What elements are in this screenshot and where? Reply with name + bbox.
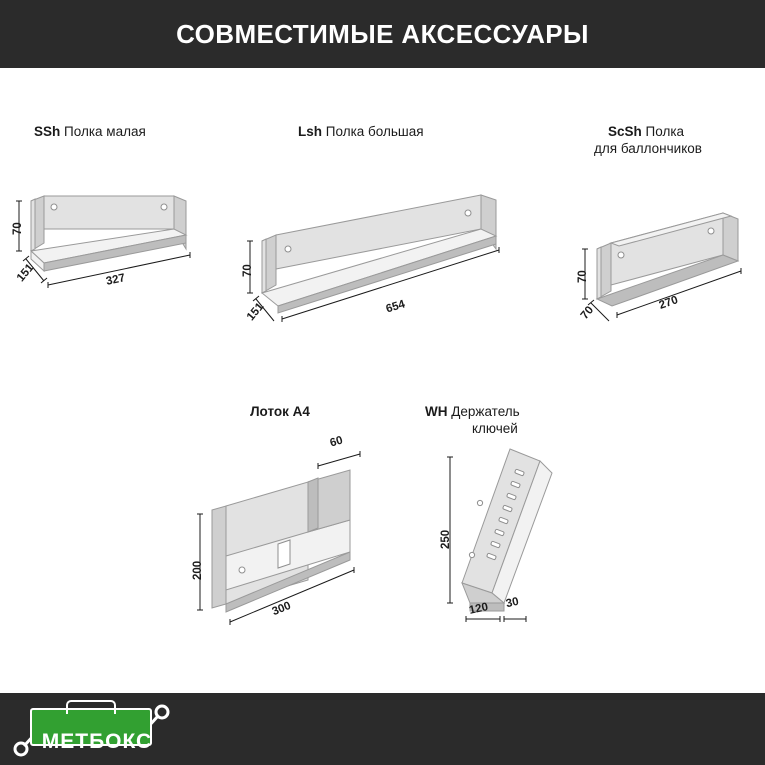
item-tray-code: Лоток [250,404,289,419]
item-ssh [20,123,240,140]
item-lsh [245,123,545,140]
dim-wh-height: 250 [440,529,452,549]
item-scsh [560,123,760,157]
accessories-sheet [0,68,765,693]
toolbox-handle [66,700,116,714]
item-wh-name2: ключей [472,421,518,436]
item-tray-drawing [190,434,390,628]
dim-wh-width: 120 [467,601,490,617]
dim-scsh-width: 270 [657,294,680,312]
dim-lsh-height: 70 [242,264,254,277]
item-wh-name: Держатель [451,404,520,419]
item-wh [415,403,605,437]
item-wh-code: WH [425,404,448,419]
dim-scsh-height: 70 [577,270,589,283]
dim-tray-width: 300 [270,599,293,619]
item-ssh-drawing [14,193,229,308]
item-ssh-code: SSh [34,124,61,139]
brand-name: МЕТБОКС [41,730,153,753]
dim-wh-depth: 30 [504,595,520,611]
item-lsh-title [298,123,545,140]
item-scsh-code: ScSh [608,124,642,139]
item-scsh-name: Полка [645,124,685,139]
item-lsh-drawing [236,193,536,324]
item-lsh-code: Lsh [298,124,323,139]
dim-lsh-depth: 151 [244,300,267,324]
dim-tray-depth: 60 [328,434,345,450]
dim-scsh-depth: 70 [578,304,597,322]
item-scsh-drawing [575,193,755,322]
page-title: СОВМЕСТИМЫЕ АКСЕССУАРЫ [176,18,589,49]
item-wh-title [425,403,605,420]
dim-lsh-width: 654 [384,298,407,316]
item-ssh-name: Полка малая [64,124,146,139]
dim-ssh-width: 327 [104,272,127,288]
dim-ssh-depth: 151 [14,261,37,285]
item-tray-name: A4 [292,404,310,419]
dim-tray-height: 200 [192,560,204,580]
item-lsh-name: Полка большая [325,124,424,139]
item-wh-drawing [440,443,580,633]
item-ssh-title [34,123,240,140]
item-tray [180,403,380,420]
item-scsh-title [608,123,760,140]
item-tray-title [180,403,380,420]
page-header [0,0,765,68]
brand-logo [8,700,180,758]
item-scsh-name2: для баллончиков [594,141,702,156]
dim-ssh-height: 70 [12,222,24,235]
